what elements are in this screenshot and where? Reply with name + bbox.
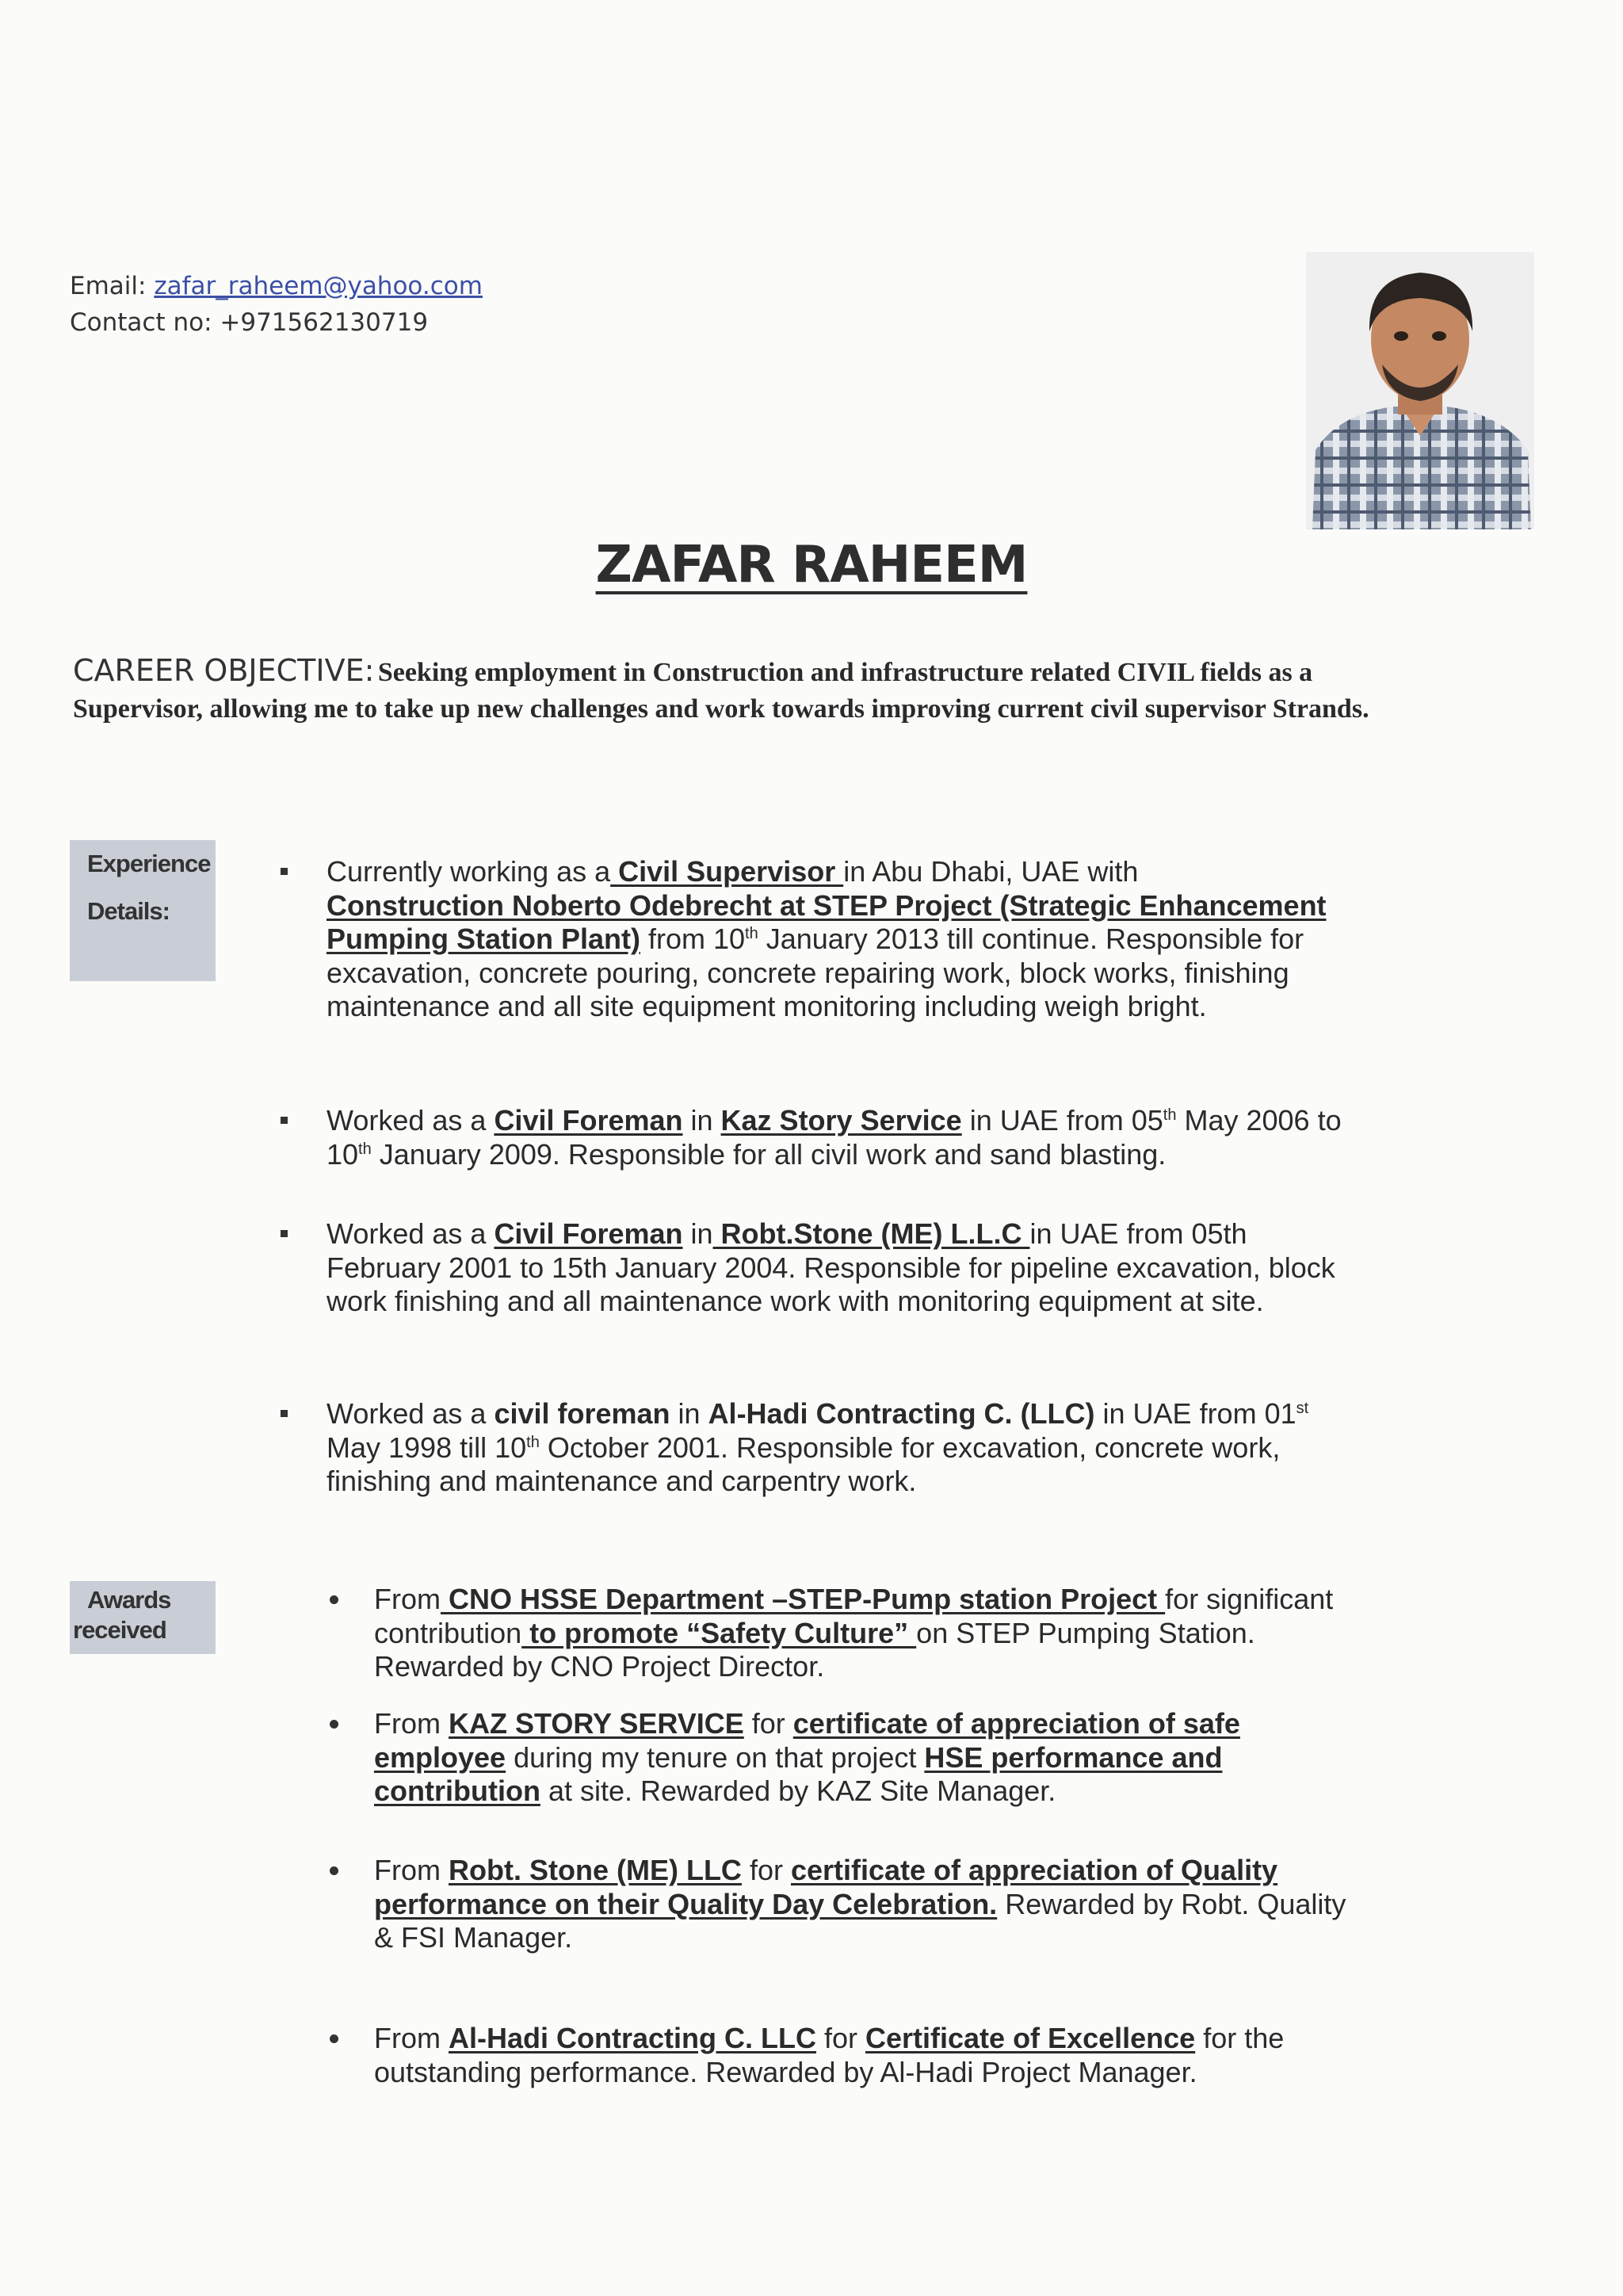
experience-item: Currently working as a Civil Supervisor in Abu Dhabi, UAE with Construction Noberto Odebrecht at STEP Project (Strategic Enhancement Pumping Station Plant) from 10th January 2013 till continue. Responsible for excavation, concrete pouring, concrete repairing work, block works, finishing maintenance and all site equipment monitoring including weigh bright. <box>327 855 1357 1024</box>
award-title-secondary: HSE performance and contribution <box>374 1740 1223 1807</box>
round-bullet-icon <box>330 2034 338 2043</box>
experience-item: Worked as a Civil Foreman in Kaz Story Service in UAE from 05th May 2006 to 10th January 2009. Responsible for all civil work and sand blasting. <box>327 1104 1357 1171</box>
experience-item: Worked as a civil foreman in Al-Hadi Contracting C. (LLC) in UAE from 01st May 1998 till 10th October 2001. Responsible for excavation, concrete work, finishing and maintenance and carpentry work. <box>327 1397 1357 1499</box>
award-item: From Al-Hadi Contracting C. LLC for Certificate of Excellence for the outstanding performance. Rewarded by Al-Hadi Project Manager. <box>374 2022 1357 2089</box>
company-name: Al-Hadi Contracting C. (LLC) <box>708 1397 1095 1430</box>
experience-label-line1: Experience <box>87 850 211 877</box>
round-bullet-icon <box>330 1720 338 1729</box>
contact-block <box>70 268 483 341</box>
awards-label-line1: Awards <box>87 1586 171 1614</box>
award-title: certificate of appreciation of Quality performance on their Quality Day Celebration. <box>374 1854 1278 1920</box>
company-name: Kaz Story Service <box>720 1104 962 1137</box>
award-title: certificate of appreciation of safe employee <box>374 1707 1240 1774</box>
job-role: Civil Supervisor <box>610 855 844 888</box>
email-link[interactable]: zafar_raheem@yahoo.com <box>154 272 483 300</box>
career-objective <box>73 655 1420 730</box>
round-bullet-icon <box>330 1595 338 1604</box>
profile-photo <box>1306 252 1534 529</box>
company-name: Robt.Stone (ME) L.L.C <box>712 1217 1030 1250</box>
award-organization: CNO HSSE Department –STEP-Pump station Project <box>441 1583 1166 1615</box>
experience-section-label <box>70 840 216 981</box>
award-item: From KAZ STORY SERVICE for certificate of appreciation of safe employee during my tenure on that project HSE performance and contribution at site. Rewarded by KAZ Site Manager. <box>374 1707 1357 1809</box>
job-role: civil foreman <box>494 1397 670 1430</box>
email-label: Email: <box>70 272 155 300</box>
objective-text: Seeking employment in Construction and infrastructure related CIVIL fields as a Supervisor, allowing me to take up new challenges and work towards improving current civil supervisor Strands. <box>73 658 1369 724</box>
square-bullet-icon <box>281 1230 288 1237</box>
experience-label-line2: Details: <box>87 897 170 925</box>
phone-line <box>70 304 483 341</box>
award-item: From CNO HSSE Department –STEP-Pump station Project for significant contribution to promote “Safety Culture” on STEP Pumping Station. Rewarded by CNO Project Director. <box>374 1583 1357 1684</box>
phone-label: Contact no: <box>70 308 220 337</box>
experience-item: Worked as a Civil Foreman in Robt.Stone (ME) L.L.C in UAE from 05th February 2001 to 15th January 2004. Responsible for pipeline excavation, block work finishing and all maintenance work with monitoring equipment at site. <box>327 1217 1357 1319</box>
award-title: to promote “Safety Culture” <box>521 1616 917 1649</box>
job-role: Civil Foreman <box>494 1217 683 1250</box>
objective-label: CAREER OBJECTIVE: <box>73 653 375 688</box>
portrait-image <box>1306 252 1534 529</box>
round-bullet-icon <box>330 1866 338 1875</box>
award-item: From Robt. Stone (ME) LLC for certificate of appreciation of Quality performance on their Quality Day Celebration. Rewarded by Robt. Quality & FSI Manager. <box>374 1854 1357 1955</box>
square-bullet-icon <box>281 868 288 875</box>
award-title: Certificate of Excellence <box>865 2022 1196 2054</box>
name-text: ZAFAR RAHEEM <box>595 536 1028 594</box>
company-name: Construction Noberto Odebrecht at STEP Project (Strategic Enhancement Pumping Station Plant) <box>327 888 1327 955</box>
job-role: Civil Foreman <box>494 1104 683 1137</box>
candidate-name <box>0 536 1623 594</box>
square-bullet-icon <box>281 1117 288 1124</box>
square-bullet-icon <box>281 1410 288 1417</box>
award-organization: Al-Hadi Contracting C. LLC <box>449 2022 816 2054</box>
award-organization: KAZ STORY SERVICE <box>449 1707 744 1740</box>
phone-number: +971562130719 <box>220 308 429 337</box>
awards-section-label <box>70 1581 216 1654</box>
email-line <box>70 268 483 304</box>
awards-label-line2: received <box>73 1616 166 1644</box>
award-organization: Robt. Stone (ME) LLC <box>449 1854 742 1886</box>
